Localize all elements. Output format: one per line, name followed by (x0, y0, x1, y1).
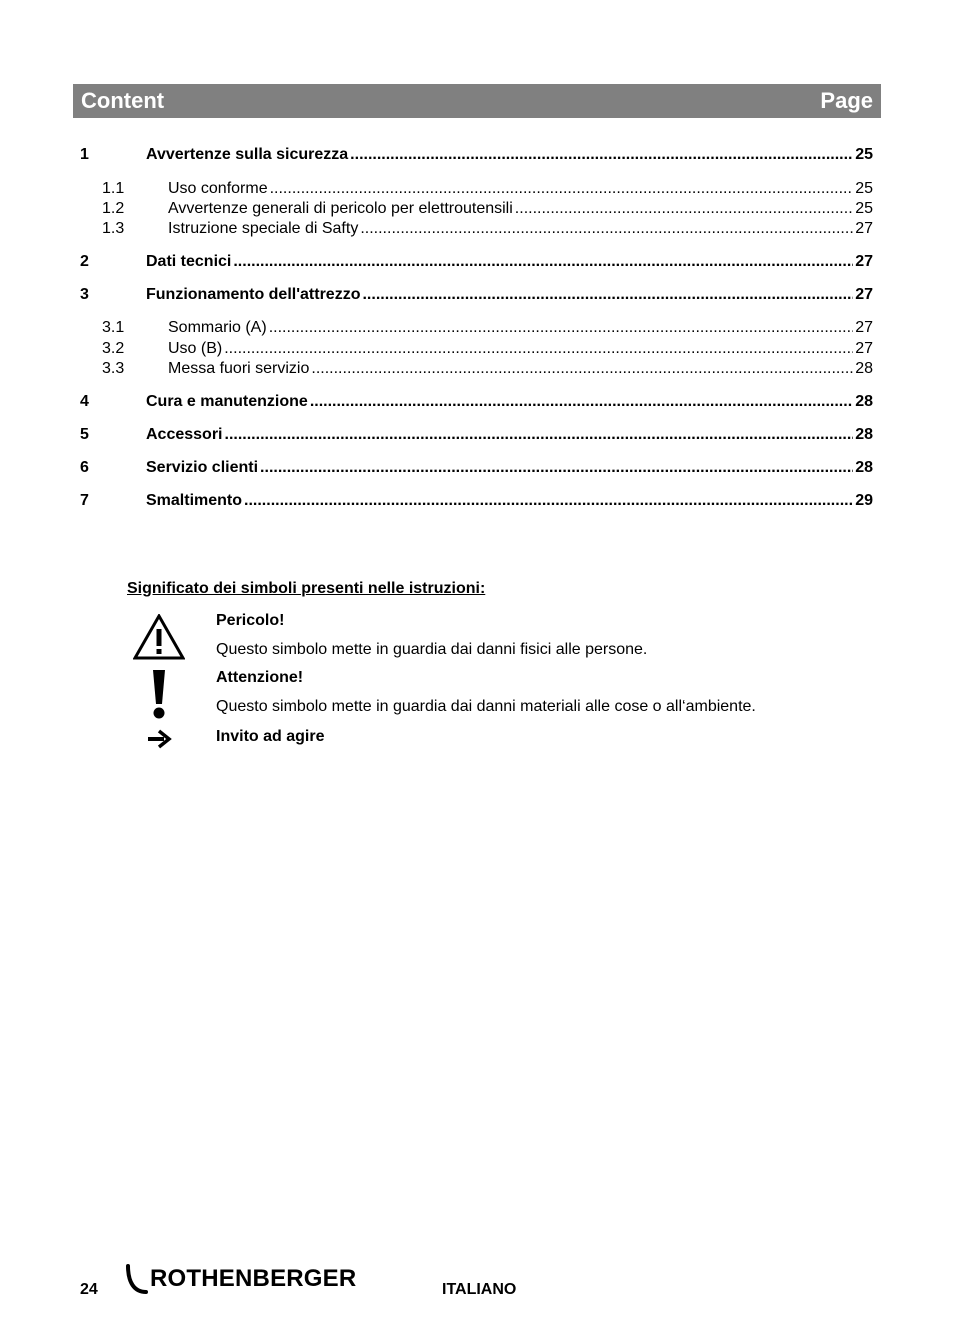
toc-entry[interactable] (80, 220, 873, 240)
toc-leader-dots (224, 340, 853, 358)
toc-leader-dots (350, 146, 853, 164)
toc-entry-number: 3.2 (102, 340, 125, 357)
page-number: 24 (80, 1281, 98, 1298)
toc-entry[interactable] (80, 200, 873, 220)
toc-entry-page: 27 (855, 220, 873, 237)
toc-leader-dots (311, 360, 853, 378)
toc-entry-number: 5 (80, 426, 89, 443)
toc-entry-number: 3.3 (102, 360, 125, 377)
toc-entry-number: 3.1 (102, 319, 125, 336)
arrow-right-icon (147, 729, 173, 749)
toc-entry-page: 27 (855, 253, 873, 270)
toc-entry-page: 27 (855, 340, 873, 357)
toc-entry-number: 6 (80, 459, 89, 476)
danger-text: Questo simbolo mette in guardia dai danni fisici alle persone. (216, 641, 648, 658)
toc-leader-dots (515, 200, 853, 218)
toc-entry-title: Accessori (146, 426, 223, 443)
danger-title: Pericolo! (216, 612, 285, 629)
toc-leader-dots (233, 253, 853, 271)
toc-entry-title: Dati tecnici (146, 253, 232, 270)
toc-entry-page: 29 (855, 492, 873, 509)
toc-entry-title: Smaltimento (146, 492, 243, 509)
toc-entry-page: 28 (855, 459, 873, 476)
toc-entry[interactable] (80, 180, 873, 200)
toc-leader-dots (225, 426, 854, 444)
language-label: ITALIANO (442, 1281, 517, 1298)
toc-entry-page: 25 (855, 146, 873, 163)
exclamation-icon (151, 668, 167, 720)
toc-entry-number: 3 (80, 286, 89, 303)
toc-entry-page: 27 (855, 286, 873, 303)
toc-entry-page: 28 (855, 426, 873, 443)
toc-leader-dots (360, 220, 853, 238)
symbols-heading: Significato dei simboli presenti nelle istruzioni: (127, 580, 486, 597)
toc-entry-title: Avvertenze generali di pericolo per elettroutensili (168, 200, 513, 217)
toc-entry-title: Messa fuori servizio (168, 360, 310, 377)
toc-entry[interactable] (80, 426, 873, 446)
toc-entry-number: 1.1 (102, 180, 125, 197)
content-header-bar (73, 84, 881, 118)
toc-entry-page: 25 (855, 180, 873, 197)
toc-entry[interactable] (80, 253, 873, 273)
svg-text:ROTHENBERGER: ROTHENBERGER (150, 1265, 357, 1292)
toc-entry[interactable] (80, 340, 873, 360)
rothenberger-logo (124, 1262, 364, 1298)
toc-entry[interactable] (80, 286, 873, 306)
header-page-label: Page (820, 88, 873, 113)
toc-entry[interactable] (80, 459, 873, 479)
toc-entry-page: 28 (855, 393, 873, 410)
toc-entry-number: 1.3 (102, 220, 125, 237)
toc-leader-dots (270, 180, 854, 198)
toc-entry-page: 25 (855, 200, 873, 217)
toc-leader-dots (310, 393, 853, 411)
toc-entry-number: 7 (80, 492, 89, 509)
toc-entry-page: 27 (855, 319, 873, 336)
toc-entry-number: 1 (80, 146, 89, 163)
warning-triangle-icon (133, 614, 185, 660)
toc-entry-number: 2 (80, 253, 89, 270)
toc-entry-title: Funzionamento dell'attrezzo (146, 286, 361, 303)
toc-leader-dots (362, 286, 853, 304)
toc-entry-title: Istruzione speciale di Safty (168, 220, 359, 237)
toc-entry[interactable] (80, 146, 873, 166)
toc-entry-title: Servizio clienti (146, 459, 259, 476)
toc-entry-title: Uso conforme (168, 180, 268, 197)
toc-leader-dots (260, 459, 853, 477)
toc-entry-page: 28 (855, 360, 873, 377)
toc-leader-dots (244, 492, 853, 510)
toc-entry-title: Avvertenze sulla sicurezza (146, 146, 349, 163)
toc-entry[interactable] (80, 492, 873, 512)
caution-text: Questo simbolo mette in guardia dai danni materiali alle cose o all‘ambiente. (216, 698, 756, 715)
header-content-label: Content (81, 88, 165, 113)
toc-entry-number: 4 (80, 393, 89, 410)
toc-leader-dots (269, 319, 854, 337)
action-title: Invito ad agire (216, 728, 325, 745)
caution-title: Attenzione! (216, 669, 304, 686)
toc-entry[interactable] (80, 360, 873, 380)
toc-entry-number: 1.2 (102, 200, 125, 217)
toc-entry[interactable] (80, 319, 873, 339)
toc-entry-title: Cura e manutenzione (146, 393, 308, 410)
toc-entry-title: Sommario (A) (168, 319, 267, 336)
toc-entry-title: Uso (B) (168, 340, 223, 357)
toc-entry[interactable] (80, 393, 873, 413)
